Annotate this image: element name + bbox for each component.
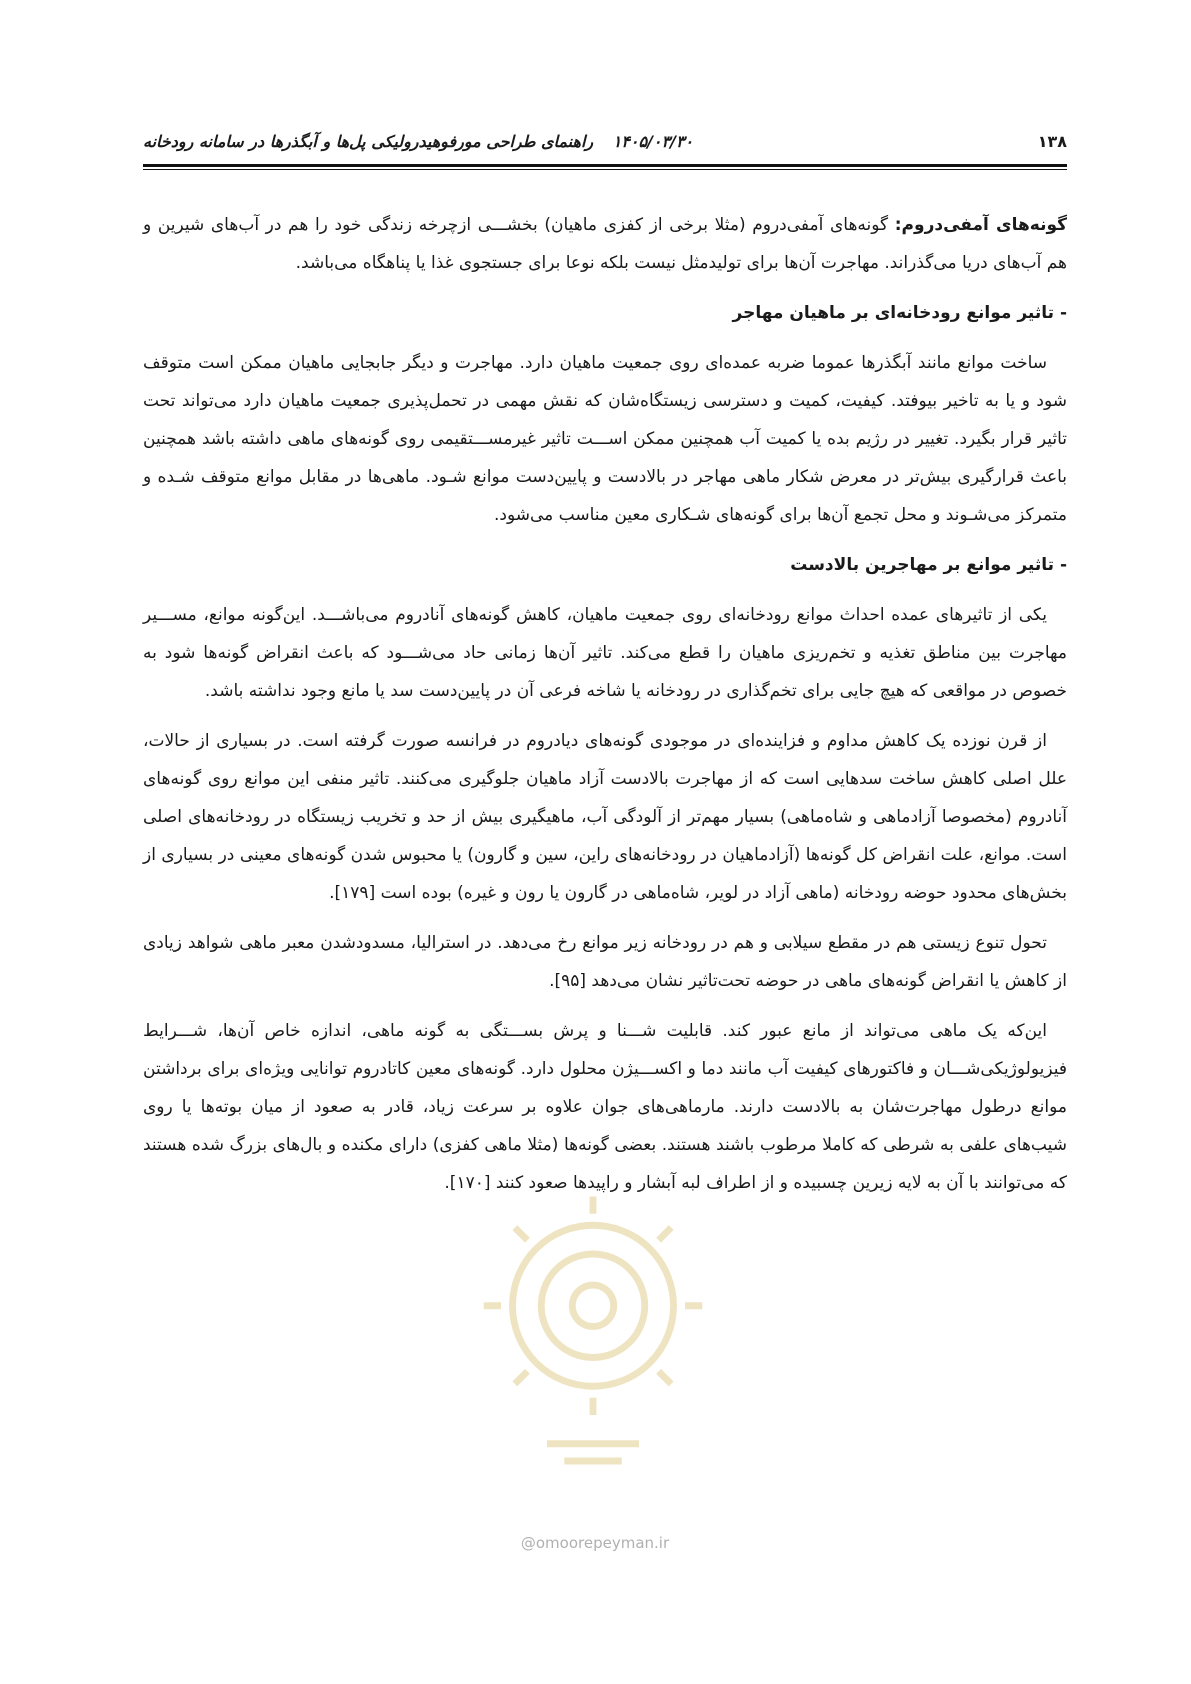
header-title: راهنمای طراحی مورفوهیدرولیکی پل‌ها و آبگذرها در سامانه رودخانه	[143, 132, 594, 151]
watermark-site-text: @omoorepeyman.ir	[520, 1534, 670, 1552]
body-paragraph: از قرن نوزده یک کاهش مداوم و فزاینده‌ای در موجودی گونه‌های دیادروم در فرانسه صورت گرفته است. در بسیاری از حالات، علل اصلی کاهش ساخت سدهایی است که از مهاجرت بالادست آزاد ماهیان جلوگیری می‌کنند. تاثیر منفی این موانع روی گونه‌های آنادروم (مخصوصا آزادماهی و شاه‌ماهی) بسیار مهم‌تر از آلودگی آب، ماهیگیری بیش از حد و تخریب زیستگاه در رودخانه‌های اصلی است. موانع، علت انقراض کل گونه‌ها (آزادماهیان در رودخانه‌های راین، سین و گارون) یا محبوس شدن گونه‌های معینی در بسیاری از بخش‌های محدود حوضه رودخانه (ماهی آزاد در لویر، شاه‌ماهی در گارون یا رون و غیره) بوده است [۱۷۹].	[143, 731, 1067, 903]
section-heading-upstream-migrants: - تاثیر موانع بر مهاجرین بالادست	[790, 555, 1067, 575]
page-header	[143, 128, 1067, 158]
gear-emblem-icon	[478, 1178, 708, 1468]
page-body	[143, 206, 1067, 1214]
header-date: ۱۴۰۵/۰۳/۳۰	[612, 132, 694, 151]
page-number: ۱۳۸	[1037, 132, 1067, 151]
watermark-logo	[478, 1178, 708, 1468]
body-paragraph: این‌که یک ماهی می‌تواند از مانع عبور کند. قابلیت شـــنا و پرش بســـتگی به گونه ماهی، اندازه خاص آن‌ها، شـــرایط فیزیولوژیکی‌شـــان و فاکتورهای کیفیت آب مانند دما و اکســـیژن محلول دارد. گونه‌های معین کاتادروم توانایی ویژه‌ای برای برداشتن موانع درطول مهاجرت‌شان به بالادست دارند. مارماهی‌های جوان علاوه بر سرعت زیاد، قادر به صعود از میان بوته‌ها یا روی شیب‌های علفی به شرطی که کاملا مرطوب باشند هستند. بعضی گونه‌ها (مثلا ماهی کفزی) دارای مکنده و بال‌های بزرگ شده هستند که می‌توانند با آن به لایه زیرین چسبیده و از اطراف لبه آبشار و راپیدها صعود کنند [۱۷۰].	[143, 1021, 1067, 1193]
body-paragraph: یکی از تاثیرهای عمده احداث موانع رودخانه‌ای روی جمعیت ماهیان، کاهش گونه‌های آنادروم می‌باشـــد. این‌گونه موانع، مســـیر مهاجرت بین مناطق تغذیه و تخم‌ریزی ماهیان را قطع می‌کند. تاثیر آن‌ها زمانی حاد می‌شـــود که باعث انقراض گونه‌ها شود به خصوص در مواقعی که هیچ جایی برای تخم‌گذاری در رودخانه یا شاخه فرعی آن در پایین‌دست سد یا مانع وجود نداشته باشد.	[143, 605, 1067, 701]
header-rule-thin	[143, 169, 1067, 170]
body-paragraph: تحول تنوع زیستی هم در مقطع سیلابی و هم در رودخانه زیر موانع رخ می‌دهد. در استرالیا، مسدودشدن معبر ماهی شواهد زیادی از کاهش یا انقراض گونه‌های ماهی در حوضه تحت‌تاثیر نشان می‌دهد [۹۵].	[143, 933, 1067, 991]
section-heading-migratory-fish: - تاثیر موانع رودخانه‌ای بر ماهیان مهاجر	[732, 303, 1067, 323]
header-rule-thick	[143, 164, 1067, 167]
running-title	[143, 132, 693, 151]
body-paragraph: ساخت موانع مانند آبگذرها عموما ضربه عمده‌ای روی جمعیت ماهیان دارد. مهاجرت و دیگر جابجایی ماهیان ممکن است متوقف شود و یا به تاخیر بیوفتد. کیفیت، کمیت و دسترسی زیستگاه‌شان که نقش مهمی در تحمل‌پذیری جمعیت ماهیان دارد می‌تواند تحت تاثیر قرار بگیرد. تغییر در رژیم بده یا کمیت آب همچنین ممکن اســـت تاثیر غیرمســـتقیمی روی گونه‌های ماهی داشته باشد همچنین باعث قرارگیری بیش‌تر در معرض شکار ماهی مهاجر در بالادست و پایین‌دست موانع شـود. ماهی‌ها در مقابل موانع متوقف شـده و متمرکز می‌شـوند و محل تجمع آن‌ها برای گونه‌های شـکاری معین مناسب می‌شود.	[143, 353, 1067, 525]
intro-paragraph	[143, 206, 1067, 282]
intro-text: گونه‌های آمفی‌دروم (مثلا برخی از کفزی ماهیان) بخشـــی ازچرخه زندگی خود را هم در آب‌های شیرین و هم آب‌های دریا می‌گذراند. مهاجرت آن‌ها برای تولیدمثل نیست بلکه نوعا برای جستجوی غذا یا پناهگاه می‌باشد.	[143, 215, 1067, 273]
intro-lead-term: گونه‌های آمفی‌دروم:	[894, 215, 1067, 235]
